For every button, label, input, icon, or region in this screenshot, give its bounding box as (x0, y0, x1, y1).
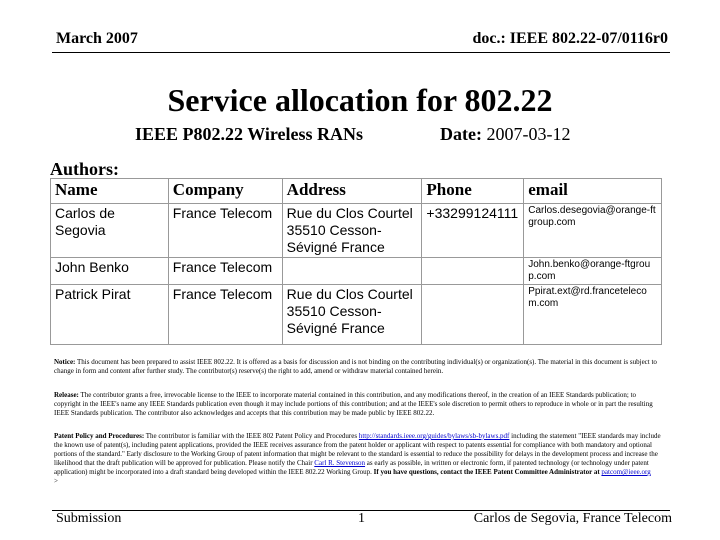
patent-text-2: including the statement "IEEE standards may include the known use of patent(s), including patent applications, provided the IEEE receives assurance from the patent holder or applicant with respect to patents essential for compliance with both mandatory and optional portions of the standard." Early disclosure to the Working Group of patent information that might be relevant to the standard is essential to reduce the possibility for delays in the development process and increase the likelihood that the draft publication will be approved for publication. Please notify the Chair (54, 432, 661, 467)
patent-contact-text: If you have questions, contact the IEEE Patent Committee Administrator at (373, 468, 600, 476)
cell-name: Carlos de Segovia (51, 204, 169, 258)
cell-email: Ppirat.ext@rd.francetelecom.com (524, 285, 662, 345)
cell-address (282, 258, 422, 285)
authors-heading: Authors: (50, 159, 120, 179)
footer-submission: Submission (56, 511, 122, 526)
table-row (51, 204, 662, 258)
footer-author: Carlos de Segovia, France Telecom (473, 511, 672, 526)
header-doc-id: doc.: IEEE 802.22-07/0116r0 (472, 30, 668, 47)
cell-address: Rue du Clos Courtel 35510 Cesson-Sévigné France (282, 204, 422, 258)
release-paragraph (54, 391, 664, 418)
authors-table (50, 178, 662, 345)
patent-label: Patent Policy and Procedures: (54, 432, 145, 440)
col-header-name: Name (51, 179, 169, 204)
patent-text-1: The contributor is familiar with the IEEE 802 Patent Policy and Procedures (145, 432, 358, 440)
chair-link[interactable]: Carl R. Stevenson (314, 459, 366, 467)
working-group: IEEE P802.22 Wireless RANs (135, 124, 364, 144)
release-text: The contributor grants a free, irrevocable license to the IEEE to incorporate material contained in this contribution, and any modifications thereof, in the creation of an IEEE Standards publication; to copyright in the IEEE's name any IEEE Standards publication even though it may include portions of this contribution; and at the IEEE's sole discretion to permit others to reproduce in whole or in part the resulting IEEE Standards publication. The contributor also acknowledges and accepts that this contribution may be made public by IEEE 802.22. (54, 391, 653, 417)
document-date (440, 124, 570, 145)
table-row (51, 285, 662, 345)
cell-address: Rue du Clos Courtel 35510 Cesson-Sévigné France (282, 285, 422, 345)
cell-email: John.benko@orange-ftgroup.com (524, 258, 662, 285)
cell-name: John Benko (51, 258, 169, 285)
col-header-email: email (524, 179, 662, 204)
cell-company: France Telecom (168, 285, 282, 345)
col-header-address: Address (282, 179, 422, 204)
cell-company: France Telecom (168, 204, 282, 258)
notice-paragraph (54, 358, 664, 376)
table-header-row (51, 179, 662, 204)
patcom-email-link[interactable]: patcom@ieee.org (601, 468, 651, 476)
table-row (51, 258, 662, 285)
cell-phone (422, 258, 524, 285)
cell-phone (422, 285, 524, 345)
col-header-phone: Phone (422, 179, 524, 204)
slide-title: Service allocation for 802.22 (167, 82, 553, 118)
notice-text: This document has been prepared to assist IEEE 802.22. It is offered as a basis for discussion and is not binding on the contributing individual(s) or organization(s). The material in this document is subject to change in form and content after further study. The contributor(s) reserve(s) the right to add, amend or withdraw material contained herein. (54, 358, 657, 375)
col-header-company: Company (168, 179, 282, 204)
date-label: Date: (440, 124, 482, 144)
notice-label: Notice: (54, 358, 76, 366)
date-value: 2007-03-12 (486, 124, 571, 144)
release-label: Release: (54, 391, 79, 399)
patent-text-3: as early as possible, in written or electronic form, if patented technology (or technology under patent application) might be incorporated into a draft standard being developed within the IEEE 802.22 Working Group. (54, 459, 649, 476)
patent-paragraph (54, 432, 664, 486)
header-divider (52, 52, 670, 53)
patent-tail: > (54, 477, 58, 485)
cell-phone: +33299124111 (422, 204, 524, 258)
page-number: 1 (358, 511, 365, 526)
cell-name: Patrick Pirat (51, 285, 169, 345)
patent-policy-link[interactable]: http://standards.ieee.org/guides/bylaws/sb-bylaws.pdf (358, 432, 510, 440)
header-date: March 2007 (56, 30, 138, 47)
cell-email: Carlos.desegovia@orange-ftgroup.com (524, 204, 662, 258)
cell-company: France Telecom (168, 258, 282, 285)
